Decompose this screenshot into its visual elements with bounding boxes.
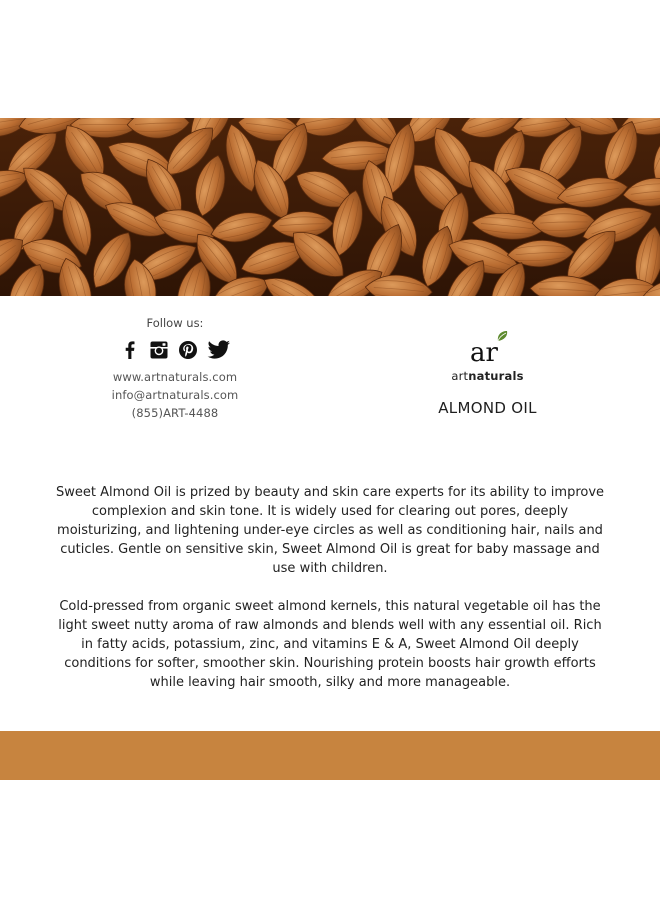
product-title: ALMOND OIL	[438, 399, 537, 417]
follow-us-label: Follow us:	[146, 316, 204, 330]
twitter-icon[interactable]	[207, 340, 231, 360]
description-paragraph-2: Cold-pressed from organic sweet almond kernels, this natural vegetable oil has the light sweet nutty aroma of raw almonds and blends well with any essential oil. Rich in fatty acids, potassium, zinc, and vitamins E & A, Sweet Almond Oil deeply conditions for softer, smoother skin. Nourishing protein boosts hair growth efforts while leaving hair smooth, silky and more manageable.	[58, 599, 602, 690]
facebook-icon[interactable]	[120, 340, 140, 360]
footer-color-band	[0, 731, 660, 780]
description-paragraph-1: Sweet Almond Oil is prized by beauty and skin care experts for its ability to improve complexion and skin tone. It is widely used for clearing out pores, deeply moisturizing, and lightening under-eye circles as well as conditioning hair, nails and cuticles. Gentle on sensitive skin, Sweet Almond Oil is great for baby massage and use with children.	[55, 485, 605, 576]
artnaturals-logo	[464, 330, 512, 366]
email-link[interactable]: info@artnaturals.com	[111, 388, 239, 402]
svg-text:ar: ar	[469, 338, 498, 366]
instagram-icon[interactable]	[149, 340, 169, 360]
almond-hero-photo	[0, 118, 660, 296]
brand-section	[420, 330, 555, 417]
website-link[interactable]: www.artnaturals.com	[112, 370, 238, 384]
phone-number: (855)ART-4488	[131, 406, 219, 420]
social-icons	[100, 340, 250, 360]
brand-name: artnaturals	[451, 369, 524, 383]
follow-us-section	[100, 316, 250, 422]
pinterest-icon[interactable]	[178, 340, 198, 360]
product-description	[52, 483, 608, 711]
